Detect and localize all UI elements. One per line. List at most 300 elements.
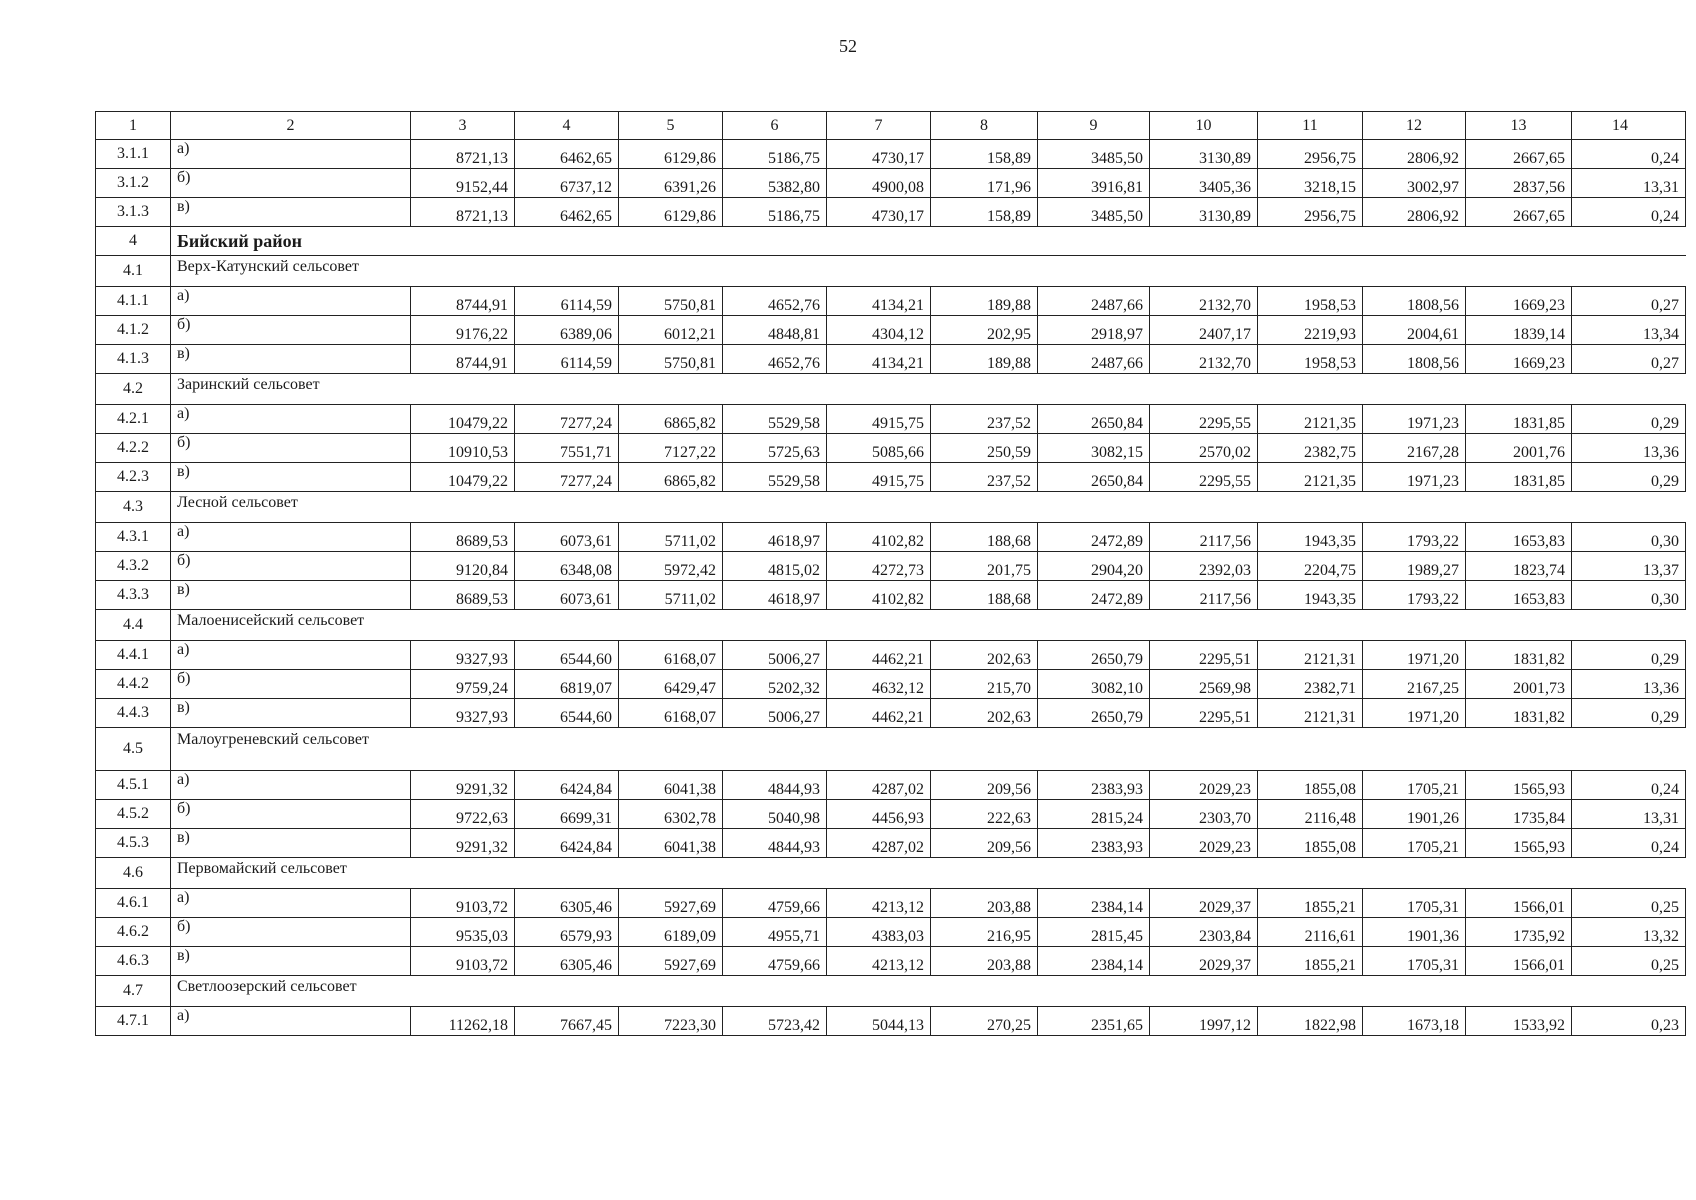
value-cell: 2956,75 [1258, 140, 1363, 169]
value-cell: 189,88 [931, 345, 1038, 374]
value-cell: 7127,22 [619, 434, 723, 463]
value-cell: 8721,13 [411, 198, 515, 227]
value-cell: 215,70 [931, 670, 1038, 699]
value-cell: 4955,71 [723, 918, 827, 947]
row-option-label: б) [171, 552, 411, 581]
value-cell: 4462,21 [827, 641, 931, 670]
value-cell: 5750,81 [619, 287, 723, 316]
value-cell: 209,56 [931, 771, 1038, 800]
value-cell: 6462,65 [515, 198, 619, 227]
value-cell: 6462,65 [515, 140, 619, 169]
value-cell: 188,68 [931, 581, 1038, 610]
value-cell: 6168,07 [619, 641, 723, 670]
value-cell: 5006,27 [723, 641, 827, 670]
value-cell: 3130,89 [1150, 140, 1258, 169]
value-cell: 6544,60 [515, 699, 619, 728]
value-cell: 0,23 [1572, 1007, 1686, 1036]
row-number: 4.2.2 [96, 434, 171, 463]
value-cell: 13,36 [1572, 434, 1686, 463]
table-row [96, 771, 1686, 800]
value-cell: 2472,89 [1038, 581, 1150, 610]
row-option-label: а) [171, 140, 411, 169]
table-row [96, 523, 1686, 552]
value-cell: 9103,72 [411, 889, 515, 918]
value-cell: 1971,20 [1363, 641, 1466, 670]
value-cell: 2837,56 [1466, 169, 1572, 198]
value-cell: 4759,66 [723, 889, 827, 918]
section-title-text: Малоенисейский сельсовет [177, 612, 365, 629]
value-cell: 3082,10 [1038, 670, 1150, 699]
row-option-label: а) [171, 1007, 411, 1036]
value-cell: 2132,70 [1150, 345, 1258, 374]
value-cell: 1669,23 [1466, 345, 1572, 374]
column-number-header: 2 [171, 112, 411, 140]
value-cell: 2382,75 [1258, 434, 1363, 463]
value-cell: 13,34 [1572, 316, 1686, 345]
value-cell: 10479,22 [411, 405, 515, 434]
section-title-text: Бийский район [177, 231, 302, 251]
value-cell: 6865,82 [619, 405, 723, 434]
value-cell: 1831,85 [1466, 463, 1572, 492]
value-cell: 4272,73 [827, 552, 931, 581]
value-cell: 6189,09 [619, 918, 723, 947]
row-option-label: а) [171, 771, 411, 800]
row-option-label: б) [171, 800, 411, 829]
value-cell: 9152,44 [411, 169, 515, 198]
section-title-text: Заринский сельсовет [177, 376, 320, 393]
value-cell: 4102,82 [827, 581, 931, 610]
value-cell: 1673,18 [1363, 1007, 1466, 1036]
value-cell: 1855,08 [1258, 829, 1363, 858]
value-cell: 4213,12 [827, 947, 931, 976]
council-row [96, 374, 1686, 405]
row-number: 4.3.3 [96, 581, 171, 610]
value-cell: 5382,80 [723, 169, 827, 198]
value-cell: 6737,12 [515, 169, 619, 198]
column-number-row [96, 112, 1686, 140]
value-cell: 9291,32 [411, 771, 515, 800]
value-cell: 2351,65 [1038, 1007, 1150, 1036]
value-cell: 2650,84 [1038, 405, 1150, 434]
value-cell: 9759,24 [411, 670, 515, 699]
value-cell: 13,36 [1572, 670, 1686, 699]
value-cell: 6073,61 [515, 581, 619, 610]
value-cell: 4102,82 [827, 523, 931, 552]
district-title [171, 227, 1686, 256]
value-cell: 5750,81 [619, 345, 723, 374]
value-cell: 4730,17 [827, 140, 931, 169]
value-cell: 2650,79 [1038, 641, 1150, 670]
table-row [96, 699, 1686, 728]
value-cell: 2295,55 [1150, 405, 1258, 434]
row-number: 4.6.3 [96, 947, 171, 976]
value-cell: 1653,83 [1466, 581, 1572, 610]
row-option-label: в) [171, 947, 411, 976]
value-cell: 7667,45 [515, 1007, 619, 1036]
value-cell: 6699,31 [515, 800, 619, 829]
value-cell: 11262,18 [411, 1007, 515, 1036]
value-cell: 0,24 [1572, 829, 1686, 858]
value-cell: 1831,82 [1466, 641, 1572, 670]
value-cell: 2029,23 [1150, 829, 1258, 858]
column-number-header: 9 [1038, 112, 1150, 140]
row-option-label: а) [171, 641, 411, 670]
row-option-label: в) [171, 581, 411, 610]
value-cell: 4632,12 [827, 670, 931, 699]
value-cell: 2029,37 [1150, 889, 1258, 918]
value-cell: 0,30 [1572, 581, 1686, 610]
council-row [96, 728, 1686, 771]
value-cell: 6819,07 [515, 670, 619, 699]
row-number: 4.4.3 [96, 699, 171, 728]
value-cell: 7551,71 [515, 434, 619, 463]
value-cell: 6391,26 [619, 169, 723, 198]
row-number: 4.5.2 [96, 800, 171, 829]
row-number: 4 [96, 227, 171, 256]
district-row [96, 227, 1686, 256]
value-cell: 1566,01 [1466, 889, 1572, 918]
value-cell: 0,25 [1572, 947, 1686, 976]
table-row [96, 345, 1686, 374]
row-option-label: в) [171, 463, 411, 492]
row-option-label: в) [171, 699, 411, 728]
value-cell: 4815,02 [723, 552, 827, 581]
value-cell: 2918,97 [1038, 316, 1150, 345]
value-cell: 4900,08 [827, 169, 931, 198]
value-cell: 1901,36 [1363, 918, 1466, 947]
value-cell: 8689,53 [411, 523, 515, 552]
value-cell: 1735,84 [1466, 800, 1572, 829]
value-cell: 3002,97 [1363, 169, 1466, 198]
value-cell: 2116,61 [1258, 918, 1363, 947]
row-option-label: а) [171, 287, 411, 316]
value-cell: 2001,76 [1466, 434, 1572, 463]
value-cell: 1855,21 [1258, 889, 1363, 918]
table-row [96, 918, 1686, 947]
table-row [96, 287, 1686, 316]
value-cell: 1839,14 [1466, 316, 1572, 345]
value-cell: 7277,24 [515, 463, 619, 492]
value-cell: 2004,61 [1363, 316, 1466, 345]
council-row [96, 976, 1686, 1007]
value-cell: 250,59 [931, 434, 1038, 463]
value-cell: 0,24 [1572, 198, 1686, 227]
value-cell: 4730,17 [827, 198, 931, 227]
row-number: 4.2.1 [96, 405, 171, 434]
council-title [171, 610, 1686, 641]
table-row [96, 800, 1686, 829]
value-cell: 2487,66 [1038, 345, 1150, 374]
value-cell: 2001,73 [1466, 670, 1572, 699]
row-number: 4.7.1 [96, 1007, 171, 1036]
row-number: 4.2 [96, 374, 171, 405]
value-cell: 9103,72 [411, 947, 515, 976]
value-cell: 2806,92 [1363, 140, 1466, 169]
value-cell: 2295,51 [1150, 699, 1258, 728]
value-cell: 209,56 [931, 829, 1038, 858]
value-cell: 4618,97 [723, 523, 827, 552]
column-number-header: 6 [723, 112, 827, 140]
value-cell: 1855,08 [1258, 771, 1363, 800]
row-option-label: б) [171, 316, 411, 345]
value-cell: 6389,06 [515, 316, 619, 345]
table-row [96, 140, 1686, 169]
value-cell: 1971,20 [1363, 699, 1466, 728]
value-cell: 1808,56 [1363, 345, 1466, 374]
value-cell: 8721,13 [411, 140, 515, 169]
value-cell: 5085,66 [827, 434, 931, 463]
table-row [96, 829, 1686, 858]
value-cell: 222,63 [931, 800, 1038, 829]
value-cell: 1793,22 [1363, 523, 1466, 552]
value-cell: 5725,63 [723, 434, 827, 463]
value-cell: 0,29 [1572, 463, 1686, 492]
value-cell: 5927,69 [619, 889, 723, 918]
value-cell: 2121,31 [1258, 699, 1363, 728]
value-cell: 1735,92 [1466, 918, 1572, 947]
row-number: 4.6.1 [96, 889, 171, 918]
value-cell: 13,31 [1572, 169, 1686, 198]
value-cell: 2295,51 [1150, 641, 1258, 670]
value-cell: 1989,27 [1363, 552, 1466, 581]
value-cell: 0,24 [1572, 771, 1686, 800]
value-cell: 2219,93 [1258, 316, 1363, 345]
value-cell: 4134,21 [827, 345, 931, 374]
section-title-text: Верх-Катунский сельсовет [177, 258, 359, 275]
value-cell: 1943,35 [1258, 523, 1363, 552]
value-cell: 3130,89 [1150, 198, 1258, 227]
value-cell: 2407,17 [1150, 316, 1258, 345]
row-number: 4.3.2 [96, 552, 171, 581]
row-option-label: а) [171, 889, 411, 918]
value-cell: 10910,53 [411, 434, 515, 463]
column-number-header: 11 [1258, 112, 1363, 140]
value-cell: 7277,24 [515, 405, 619, 434]
value-cell: 5040,98 [723, 800, 827, 829]
value-cell: 1705,21 [1363, 771, 1466, 800]
value-cell: 5711,02 [619, 581, 723, 610]
value-cell: 4456,93 [827, 800, 931, 829]
value-cell: 4915,75 [827, 463, 931, 492]
section-title-text: Первомайский сельсовет [177, 860, 347, 877]
value-cell: 5006,27 [723, 699, 827, 728]
value-cell: 1653,83 [1466, 523, 1572, 552]
value-cell: 5202,32 [723, 670, 827, 699]
value-cell: 5529,58 [723, 405, 827, 434]
value-cell: 188,68 [931, 523, 1038, 552]
value-cell: 6114,59 [515, 287, 619, 316]
table-row [96, 463, 1686, 492]
value-cell: 4134,21 [827, 287, 931, 316]
value-cell: 6865,82 [619, 463, 723, 492]
table-row [96, 434, 1686, 463]
value-cell: 2650,84 [1038, 463, 1150, 492]
value-cell: 9722,63 [411, 800, 515, 829]
value-cell: 10479,22 [411, 463, 515, 492]
value-cell: 4383,03 [827, 918, 931, 947]
value-cell: 1705,21 [1363, 829, 1466, 858]
tariff-table [95, 111, 1686, 1036]
value-cell: 8689,53 [411, 581, 515, 610]
column-number-header: 1 [96, 112, 171, 140]
value-cell: 4287,02 [827, 771, 931, 800]
value-cell: 6041,38 [619, 771, 723, 800]
value-cell: 2383,93 [1038, 829, 1150, 858]
value-cell: 5529,58 [723, 463, 827, 492]
council-title [171, 492, 1686, 523]
value-cell: 1901,26 [1363, 800, 1466, 829]
value-cell: 2121,35 [1258, 405, 1363, 434]
value-cell: 1943,35 [1258, 581, 1363, 610]
table-row [96, 1007, 1686, 1036]
value-cell: 1958,53 [1258, 287, 1363, 316]
value-cell: 13,37 [1572, 552, 1686, 581]
row-option-label: в) [171, 198, 411, 227]
council-row [96, 492, 1686, 523]
section-title-text: Лесной сельсовет [177, 494, 298, 511]
value-cell: 3916,81 [1038, 169, 1150, 198]
value-cell: 2570,02 [1150, 434, 1258, 463]
value-cell: 0,25 [1572, 889, 1686, 918]
value-cell: 1958,53 [1258, 345, 1363, 374]
row-number: 3.1.3 [96, 198, 171, 227]
value-cell: 13,31 [1572, 800, 1686, 829]
value-cell: 2295,55 [1150, 463, 1258, 492]
council-title [171, 374, 1686, 405]
value-cell: 2121,31 [1258, 641, 1363, 670]
table-row [96, 641, 1686, 670]
value-cell: 1808,56 [1363, 287, 1466, 316]
value-cell: 2117,56 [1150, 581, 1258, 610]
value-cell: 1831,85 [1466, 405, 1572, 434]
value-cell: 9327,93 [411, 641, 515, 670]
value-cell: 3485,50 [1038, 140, 1150, 169]
value-cell: 1971,23 [1363, 405, 1466, 434]
value-cell: 2384,14 [1038, 947, 1150, 976]
value-cell: 6544,60 [515, 641, 619, 670]
table-row [96, 316, 1686, 345]
value-cell: 4844,93 [723, 829, 827, 858]
value-cell: 4652,76 [723, 287, 827, 316]
row-option-label: а) [171, 405, 411, 434]
value-cell: 0,29 [1572, 405, 1686, 434]
value-cell: 2029,37 [1150, 947, 1258, 976]
council-title [171, 858, 1686, 889]
value-cell: 237,52 [931, 405, 1038, 434]
value-cell: 4915,75 [827, 405, 931, 434]
row-number: 4.5.1 [96, 771, 171, 800]
value-cell: 2117,56 [1150, 523, 1258, 552]
value-cell: 2956,75 [1258, 198, 1363, 227]
value-cell: 6114,59 [515, 345, 619, 374]
column-number-header: 4 [515, 112, 619, 140]
value-cell: 5186,75 [723, 198, 827, 227]
value-cell: 2487,66 [1038, 287, 1150, 316]
row-number: 4.3 [96, 492, 171, 523]
row-number: 4.6 [96, 858, 171, 889]
value-cell: 6429,47 [619, 670, 723, 699]
value-cell: 2121,35 [1258, 463, 1363, 492]
column-number-header: 7 [827, 112, 931, 140]
value-cell: 4287,02 [827, 829, 931, 858]
row-number: 4.4 [96, 610, 171, 641]
value-cell: 1997,12 [1150, 1007, 1258, 1036]
row-number: 4.6.2 [96, 918, 171, 947]
value-cell: 6041,38 [619, 829, 723, 858]
value-cell: 9291,32 [411, 829, 515, 858]
section-title-text: Малоугреневский сельсовет [177, 731, 369, 748]
value-cell: 4462,21 [827, 699, 931, 728]
value-cell: 2806,92 [1363, 198, 1466, 227]
table-row [96, 889, 1686, 918]
table-row [96, 552, 1686, 581]
value-cell: 13,32 [1572, 918, 1686, 947]
value-cell: 0,27 [1572, 345, 1686, 374]
row-number: 4.5 [96, 728, 171, 771]
value-cell: 8744,91 [411, 287, 515, 316]
value-cell: 1855,21 [1258, 947, 1363, 976]
row-number: 4.2.3 [96, 463, 171, 492]
value-cell: 9120,84 [411, 552, 515, 581]
value-cell: 4848,81 [723, 316, 827, 345]
value-cell: 4618,97 [723, 581, 827, 610]
value-cell: 4759,66 [723, 947, 827, 976]
value-cell: 203,88 [931, 889, 1038, 918]
row-option-label: в) [171, 345, 411, 374]
value-cell: 2116,48 [1258, 800, 1363, 829]
value-cell: 6073,61 [515, 523, 619, 552]
council-row [96, 610, 1686, 641]
page-number: 52 [839, 36, 857, 56]
value-cell: 2815,45 [1038, 918, 1150, 947]
value-cell: 202,95 [931, 316, 1038, 345]
value-cell: 1705,31 [1363, 947, 1466, 976]
value-cell: 1669,23 [1466, 287, 1572, 316]
council-title [171, 256, 1686, 287]
value-cell: 158,89 [931, 198, 1038, 227]
value-cell: 270,25 [931, 1007, 1038, 1036]
column-number-header: 14 [1572, 112, 1686, 140]
value-cell: 1831,82 [1466, 699, 1572, 728]
value-cell: 5972,42 [619, 552, 723, 581]
value-cell: 5723,42 [723, 1007, 827, 1036]
value-cell: 3082,15 [1038, 434, 1150, 463]
row-option-label: б) [171, 169, 411, 198]
value-cell: 6129,86 [619, 140, 723, 169]
council-title [171, 728, 1686, 771]
value-cell: 6424,84 [515, 829, 619, 858]
row-option-label: б) [171, 434, 411, 463]
row-number: 4.1 [96, 256, 171, 287]
value-cell: 3485,50 [1038, 198, 1150, 227]
row-number: 4.1.3 [96, 345, 171, 374]
value-cell: 0,29 [1572, 641, 1686, 670]
value-cell: 9176,22 [411, 316, 515, 345]
value-cell: 2029,23 [1150, 771, 1258, 800]
value-cell: 1823,74 [1466, 552, 1572, 581]
table-row [96, 169, 1686, 198]
value-cell: 203,88 [931, 947, 1038, 976]
row-number: 4.1.2 [96, 316, 171, 345]
value-cell: 1565,93 [1466, 771, 1572, 800]
value-cell: 5711,02 [619, 523, 723, 552]
value-cell: 202,63 [931, 641, 1038, 670]
value-cell: 2472,89 [1038, 523, 1150, 552]
council-row [96, 858, 1686, 889]
value-cell: 237,52 [931, 463, 1038, 492]
row-number: 4.4.1 [96, 641, 171, 670]
value-cell: 1565,93 [1466, 829, 1572, 858]
